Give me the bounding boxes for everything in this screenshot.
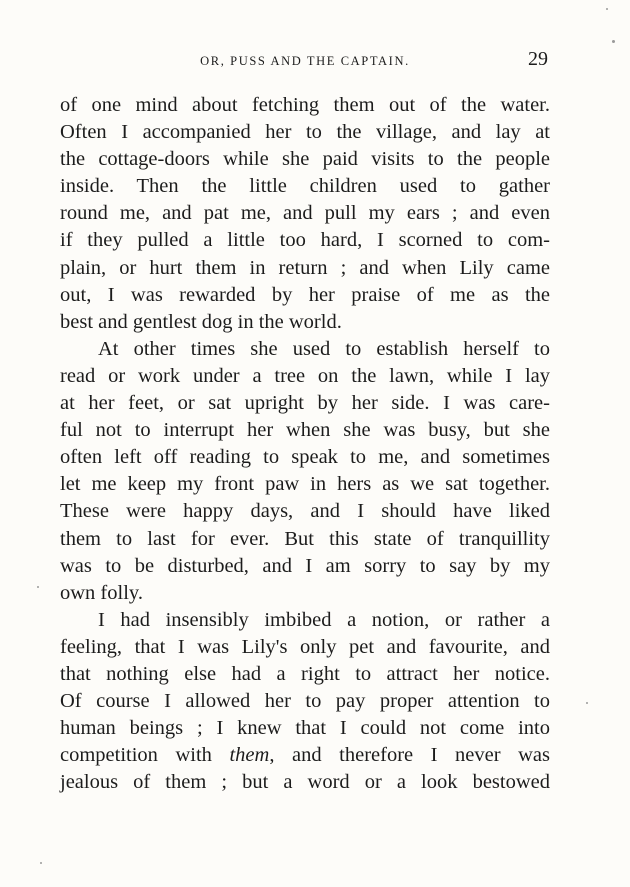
scan-speck — [612, 40, 615, 43]
text-line: At other times she used to establish herself to — [98, 337, 550, 360]
text-line: human beings ; I knew that I could not come into — [60, 717, 550, 740]
text-line: competition with them, and therefore I never was — [60, 744, 550, 767]
page-number: 29 — [528, 48, 548, 70]
text-line: the cottage-doors while she paid visits to the people — [60, 148, 550, 171]
text-line: let me keep my front paw in hers as we sat together. — [60, 473, 550, 496]
text-line: inside. Then the little children used to gather — [60, 175, 550, 198]
scan-speck — [40, 862, 42, 864]
text-line: jealous of them ; but a word or a look bestowed — [60, 771, 550, 794]
text-line: plain, or hurt them in return ; and when Lily came — [60, 256, 550, 279]
scan-speck — [37, 586, 39, 588]
running-head — [60, 48, 550, 78]
text-line: if they pulled a little too hard, I scorned to com- — [60, 229, 550, 252]
body-text — [60, 92, 550, 796]
text-line: that nothing else had a right to attract her notice. — [60, 662, 550, 685]
text-line: best and gentlest dog in the world. — [60, 310, 342, 333]
paragraph — [60, 607, 550, 797]
text-line: out, I was rewarded by her praise of me as the — [60, 283, 550, 306]
text-line: own folly. — [60, 581, 143, 604]
text-line: round me, and pat me, and pull my ears ; and even — [60, 202, 550, 225]
text-line: them to last for ever. But this state of tranquillity — [60, 527, 550, 550]
text-line: These were happy days, and I should have liked — [60, 500, 550, 523]
scan-speck — [606, 8, 608, 10]
text-line: was to be disturbed, and I am sorry to say by my — [60, 554, 550, 577]
text-line: at her feet, or sat upright by her side. I was care- — [60, 392, 550, 415]
text-line: Often I accompanied her to the village, and lay at — [60, 121, 550, 144]
scan-speck — [586, 702, 588, 704]
paragraph — [60, 336, 550, 607]
text-line: often left off reading to speak to me, and sometimes — [60, 446, 550, 469]
text-line: read or work under a tree on the lawn, while I lay — [60, 364, 550, 387]
running-title: OR, PUSS AND THE CAPTAIN. — [200, 54, 410, 68]
text-line: of one mind about fetching them out of the water. — [60, 94, 550, 116]
text-line: I had insensibly imbibed a notion, or rather a — [98, 608, 550, 631]
text-line: Of course I allowed her to pay proper attention to — [60, 690, 550, 713]
text-line: ful not to interrupt her when she was busy, but she — [60, 419, 550, 442]
text-line: feeling, that I was Lily's only pet and favourite, and — [60, 635, 550, 658]
paragraph — [60, 92, 550, 336]
